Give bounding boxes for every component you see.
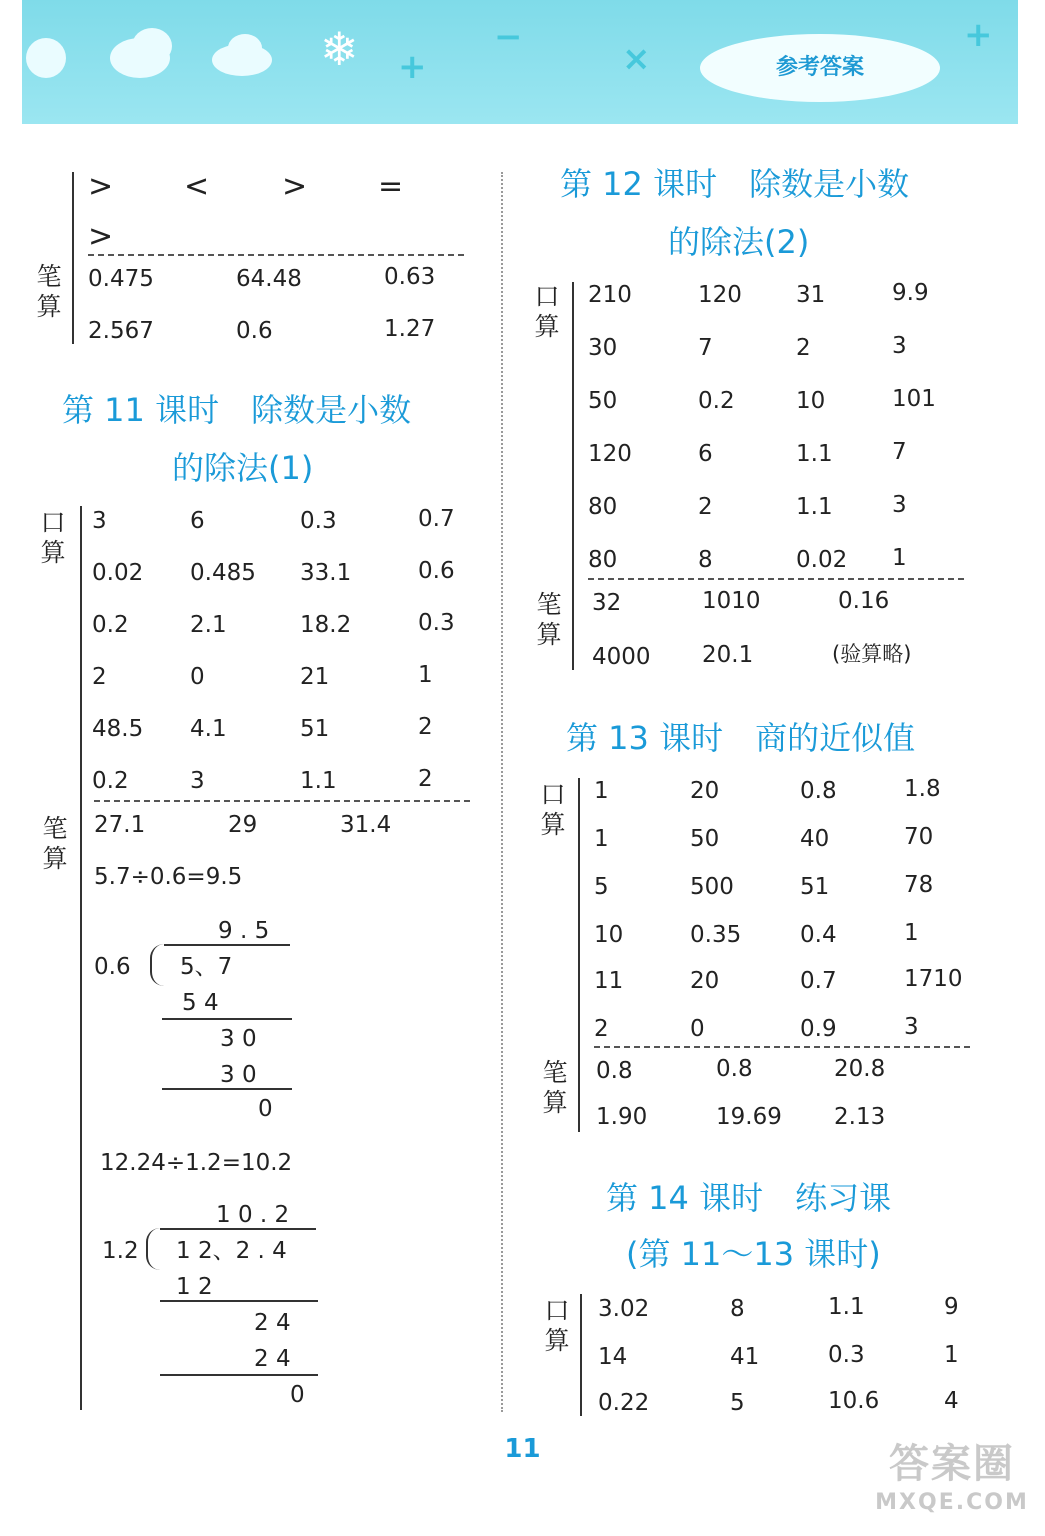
answer-cell: 50	[588, 388, 618, 414]
compare-symbol: >	[88, 169, 114, 204]
answer-cell: 7	[892, 439, 907, 465]
division-bar	[164, 944, 290, 946]
answer-cell: 80	[588, 494, 618, 520]
answer-cell: 500	[690, 874, 734, 900]
answer-cell: 0.63	[384, 264, 436, 290]
lesson-title: 第 12 课时 除数是小数	[560, 165, 910, 203]
answer-cell: 210	[588, 282, 632, 308]
answer-label: 参考答案	[700, 34, 940, 102]
answer-cell: 2	[698, 494, 713, 520]
answer-cell: 0.8	[596, 1058, 633, 1084]
division-step: 3 0	[220, 1062, 257, 1088]
division-bracket	[150, 944, 170, 986]
answer-cell: 5	[730, 1390, 745, 1416]
answer-cell: 1.90	[596, 1104, 648, 1130]
answer-cell: 120	[588, 441, 632, 467]
answer-cell: 0.2	[92, 612, 129, 638]
division-dividend: 5、7	[180, 954, 233, 980]
division-step-line	[160, 1300, 318, 1302]
watermark-text: 答案圈	[889, 1441, 1015, 1487]
division-equation: 5.7÷0.6=9.5	[94, 864, 243, 890]
answer-cell: 9	[944, 1294, 959, 1320]
compare-symbol: >	[282, 169, 308, 204]
answer-cell: 10	[796, 388, 826, 414]
answer-cell: 1	[904, 920, 919, 946]
answer-cell: 20	[690, 968, 720, 994]
lesson-title: 第 14 课时 练习课	[606, 1179, 892, 1217]
answer-cell: 0	[190, 664, 205, 690]
answer-cell: 0.8	[716, 1056, 753, 1082]
answer-cell: 50	[690, 826, 720, 852]
answer-cell: 8	[730, 1296, 745, 1322]
oral-label: 口 算	[40, 508, 66, 567]
answer-cell: 0.3	[418, 610, 455, 636]
times-icon: ×	[622, 39, 651, 79]
division-dividend: 1 2、2 . 4	[176, 1238, 287, 1264]
answer-note: (验算略)	[832, 642, 912, 666]
answer-cell: 2	[418, 766, 433, 792]
answer-cell: 1010	[702, 588, 761, 614]
answer-cell: 9.9	[892, 280, 929, 306]
answer-cell: 8	[698, 547, 713, 573]
answer-cell: 1.27	[384, 316, 436, 342]
answer-cell: 3	[892, 333, 907, 359]
answer-cell: 27.1	[94, 812, 146, 838]
answer-cell: 1	[892, 545, 907, 571]
answer-cell: 0.02	[796, 547, 848, 573]
lesson14-rule	[580, 1294, 582, 1416]
section-divider	[88, 254, 464, 256]
answer-cell: 0.6	[418, 558, 455, 584]
division-step: 3 0	[220, 1026, 257, 1052]
answer-cell: 78	[904, 872, 934, 898]
answer-cell: 51	[800, 874, 830, 900]
answer-cell: 20.1	[702, 642, 754, 668]
written-label: 笔 算	[536, 590, 562, 649]
answer-cell: 0.7	[418, 506, 455, 532]
answer-cell: 6	[698, 441, 713, 467]
written-label: 笔 算	[42, 814, 68, 873]
section-divider	[594, 1046, 970, 1048]
answer-cell: 0.02	[92, 560, 144, 586]
answer-cell: 0.475	[88, 266, 154, 292]
answer-cell: 101	[892, 386, 936, 412]
cloud-icon	[132, 28, 172, 64]
section-divider	[588, 578, 964, 580]
answer-cell: 2.567	[88, 318, 154, 344]
division-step: 0	[290, 1382, 305, 1408]
answer-cell: 14	[598, 1344, 628, 1370]
written-label: 笔 算	[542, 1058, 568, 1117]
answer-cell: 0.7	[800, 968, 837, 994]
oral-label: 口 算	[534, 282, 560, 341]
answer-cell: 0.35	[690, 922, 742, 948]
answer-cell: 0.3	[828, 1342, 865, 1368]
answer-cell: 5	[594, 874, 609, 900]
division-quotient: 1 0 . 2	[216, 1202, 290, 1228]
answer-cell: 3.02	[598, 1296, 650, 1322]
answer-cell: 48.5	[92, 716, 144, 742]
column-divider	[501, 172, 503, 1412]
answer-cell: 1.1	[828, 1294, 865, 1320]
answer-cell: 20	[690, 778, 720, 804]
answer-cell: 1710	[904, 966, 963, 992]
answer-cell: 31.4	[340, 812, 392, 838]
answer-cell: 30	[588, 335, 618, 361]
answer-cell: 20.8	[834, 1056, 886, 1082]
answer-cell: 0.22	[598, 1390, 650, 1416]
answer-cell: 51	[300, 716, 330, 742]
lesson-title: 第 11 课时 除数是小数	[62, 391, 412, 429]
compare-symbol: <	[184, 169, 210, 204]
lesson12-rule	[572, 282, 574, 670]
written-label: 笔 算	[36, 262, 62, 321]
division-quotient: 9 . 5	[218, 918, 270, 944]
lesson11-rule	[80, 506, 82, 1410]
answer-cell: 40	[800, 826, 830, 852]
division-step: 0	[258, 1096, 273, 1122]
answer-cell: 10	[594, 922, 624, 948]
answer-cell: 1	[594, 826, 609, 852]
answer-cell: 0.16	[838, 588, 890, 614]
watermark-logo	[862, 1440, 1042, 1530]
answer-cell: 80	[588, 547, 618, 573]
answer-cell: 64.48	[236, 266, 302, 292]
lesson13-rule	[578, 778, 580, 1132]
minus-icon: −	[494, 17, 523, 57]
answer-cell: 3	[92, 508, 107, 534]
oral-label: 口 算	[540, 780, 566, 839]
lesson-title: 的除法(1)	[172, 449, 314, 487]
snowflake-icon: ❄	[320, 22, 359, 76]
answer-cell: 18.2	[300, 612, 352, 638]
answer-cell: 2.13	[834, 1104, 886, 1130]
answer-cell: 0.3	[300, 508, 337, 534]
answer-cell: 2	[796, 335, 811, 361]
division-divisor: 1.2	[102, 1238, 139, 1264]
top-block-rule	[72, 172, 74, 344]
oral-label: 口 算	[544, 1296, 570, 1355]
division-step: 1 2	[176, 1274, 213, 1300]
plus-icon: +	[964, 15, 993, 55]
answer-cell: 31	[796, 282, 826, 308]
division-step: 5 4	[182, 990, 219, 1016]
answer-cell: 1.8	[904, 776, 941, 802]
answer-cell: 0.2	[92, 768, 129, 794]
answer-cell: 0.485	[190, 560, 256, 586]
answer-cell: 1	[944, 1342, 959, 1368]
answer-cell: 2	[92, 664, 107, 690]
division-step: 2 4	[254, 1310, 291, 1336]
answer-cell: 3	[904, 1014, 919, 1040]
cloud-icon	[26, 38, 66, 78]
division-bar	[160, 1228, 316, 1230]
answer-cell: 1.1	[796, 494, 833, 520]
cloud-icon	[228, 34, 262, 62]
answer-cell: 4000	[592, 644, 651, 670]
division-bracket	[146, 1228, 166, 1270]
compare-symbol: =	[378, 169, 404, 204]
section-divider	[94, 800, 470, 802]
division-step-line	[162, 1018, 292, 1020]
lesson-title: (第 11～13 课时)	[626, 1235, 881, 1273]
lesson-title: 的除法(2)	[668, 223, 810, 261]
answer-cell: 2.1	[190, 612, 227, 638]
answer-cell: 4	[944, 1388, 959, 1414]
answer-cell: 41	[730, 1344, 760, 1370]
lesson-title: 第 13 课时 商的近似值	[566, 719, 916, 757]
page-number: 11	[504, 1434, 541, 1464]
answer-cell: 7	[698, 335, 713, 361]
answer-cell: 33.1	[300, 560, 352, 586]
answer-cell: 29	[228, 812, 258, 838]
answer-cell: 1.1	[300, 768, 337, 794]
answer-cell: 3	[190, 768, 205, 794]
answer-cell: 0.2	[698, 388, 735, 414]
answer-cell: 0	[690, 1016, 705, 1042]
answer-cell: 4.1	[190, 716, 227, 742]
watermark-url: MXQE.COM	[875, 1490, 1029, 1515]
answer-cell: 120	[698, 282, 742, 308]
answer-cell: 19.69	[716, 1104, 782, 1130]
answer-cell: 1	[418, 662, 433, 688]
answer-cell: 0.8	[800, 778, 837, 804]
answer-cell: 32	[592, 590, 622, 616]
answer-cell: 1.1	[796, 441, 833, 467]
answer-cell: 0.9	[800, 1016, 837, 1042]
answer-cell: 6	[190, 508, 205, 534]
division-step: 2 4	[254, 1346, 291, 1372]
compare-symbol: >	[88, 219, 114, 254]
answer-cell: 2	[418, 714, 433, 740]
answer-cell: 70	[904, 824, 934, 850]
answer-cell: 1	[594, 778, 609, 804]
answer-cell: 2	[594, 1016, 609, 1042]
answer-cell: 21	[300, 664, 330, 690]
division-equation: 12.24÷1.2=10.2	[100, 1150, 293, 1176]
division-step-line	[160, 1374, 318, 1376]
division-step-line	[162, 1088, 292, 1090]
answer-cell: 11	[594, 968, 624, 994]
answer-cell: 0.4	[800, 922, 837, 948]
answer-cell: 10.6	[828, 1388, 880, 1414]
division-divisor: 0.6	[94, 954, 131, 980]
answer-cell: 0.6	[236, 318, 273, 344]
answer-cell: 3	[892, 492, 907, 518]
plus-icon: +	[398, 47, 427, 87]
